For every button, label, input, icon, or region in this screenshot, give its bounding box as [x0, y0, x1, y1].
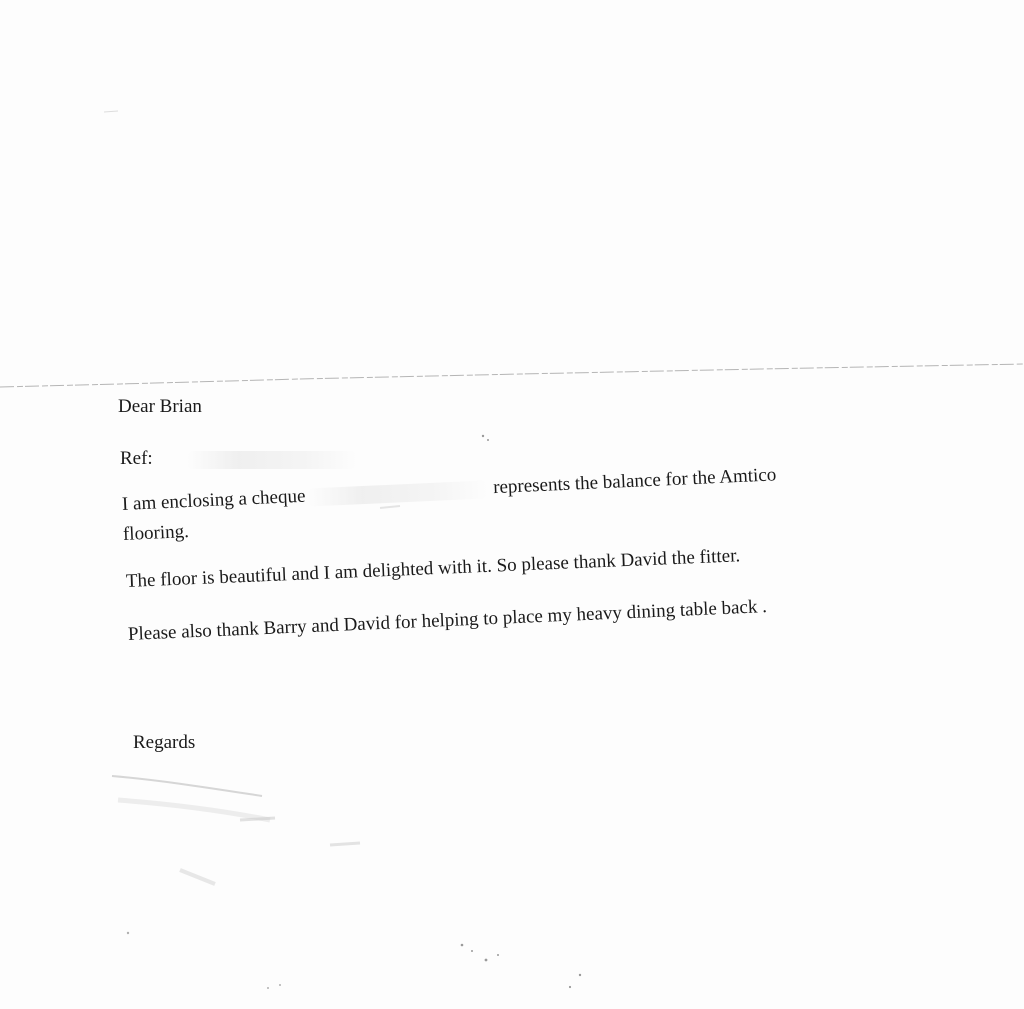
redacted-amount [307, 480, 488, 506]
paragraph-2: The floor is beautiful and I am delighted with it. So please thank David the fitter. [125, 545, 741, 592]
redacted-reference [187, 451, 357, 469]
closing: Regards [133, 732, 196, 753]
paragraph-1-line-1 [121, 463, 776, 517]
paragraph-1-line-2: flooring. [122, 521, 190, 545]
paragraph-3: Please also thank Barry and David for helping to place my heavy dining table back . [127, 596, 768, 645]
paragraph-1-start: I am enclosing a cheque [121, 485, 306, 515]
ref-label: Ref: [120, 448, 153, 469]
paragraph-1-middle: represents the balance for the Amtico [492, 464, 777, 499]
fold-crease [0, 360, 1024, 390]
ref-line [120, 447, 357, 471]
salutation: Dear Brian [118, 396, 202, 417]
